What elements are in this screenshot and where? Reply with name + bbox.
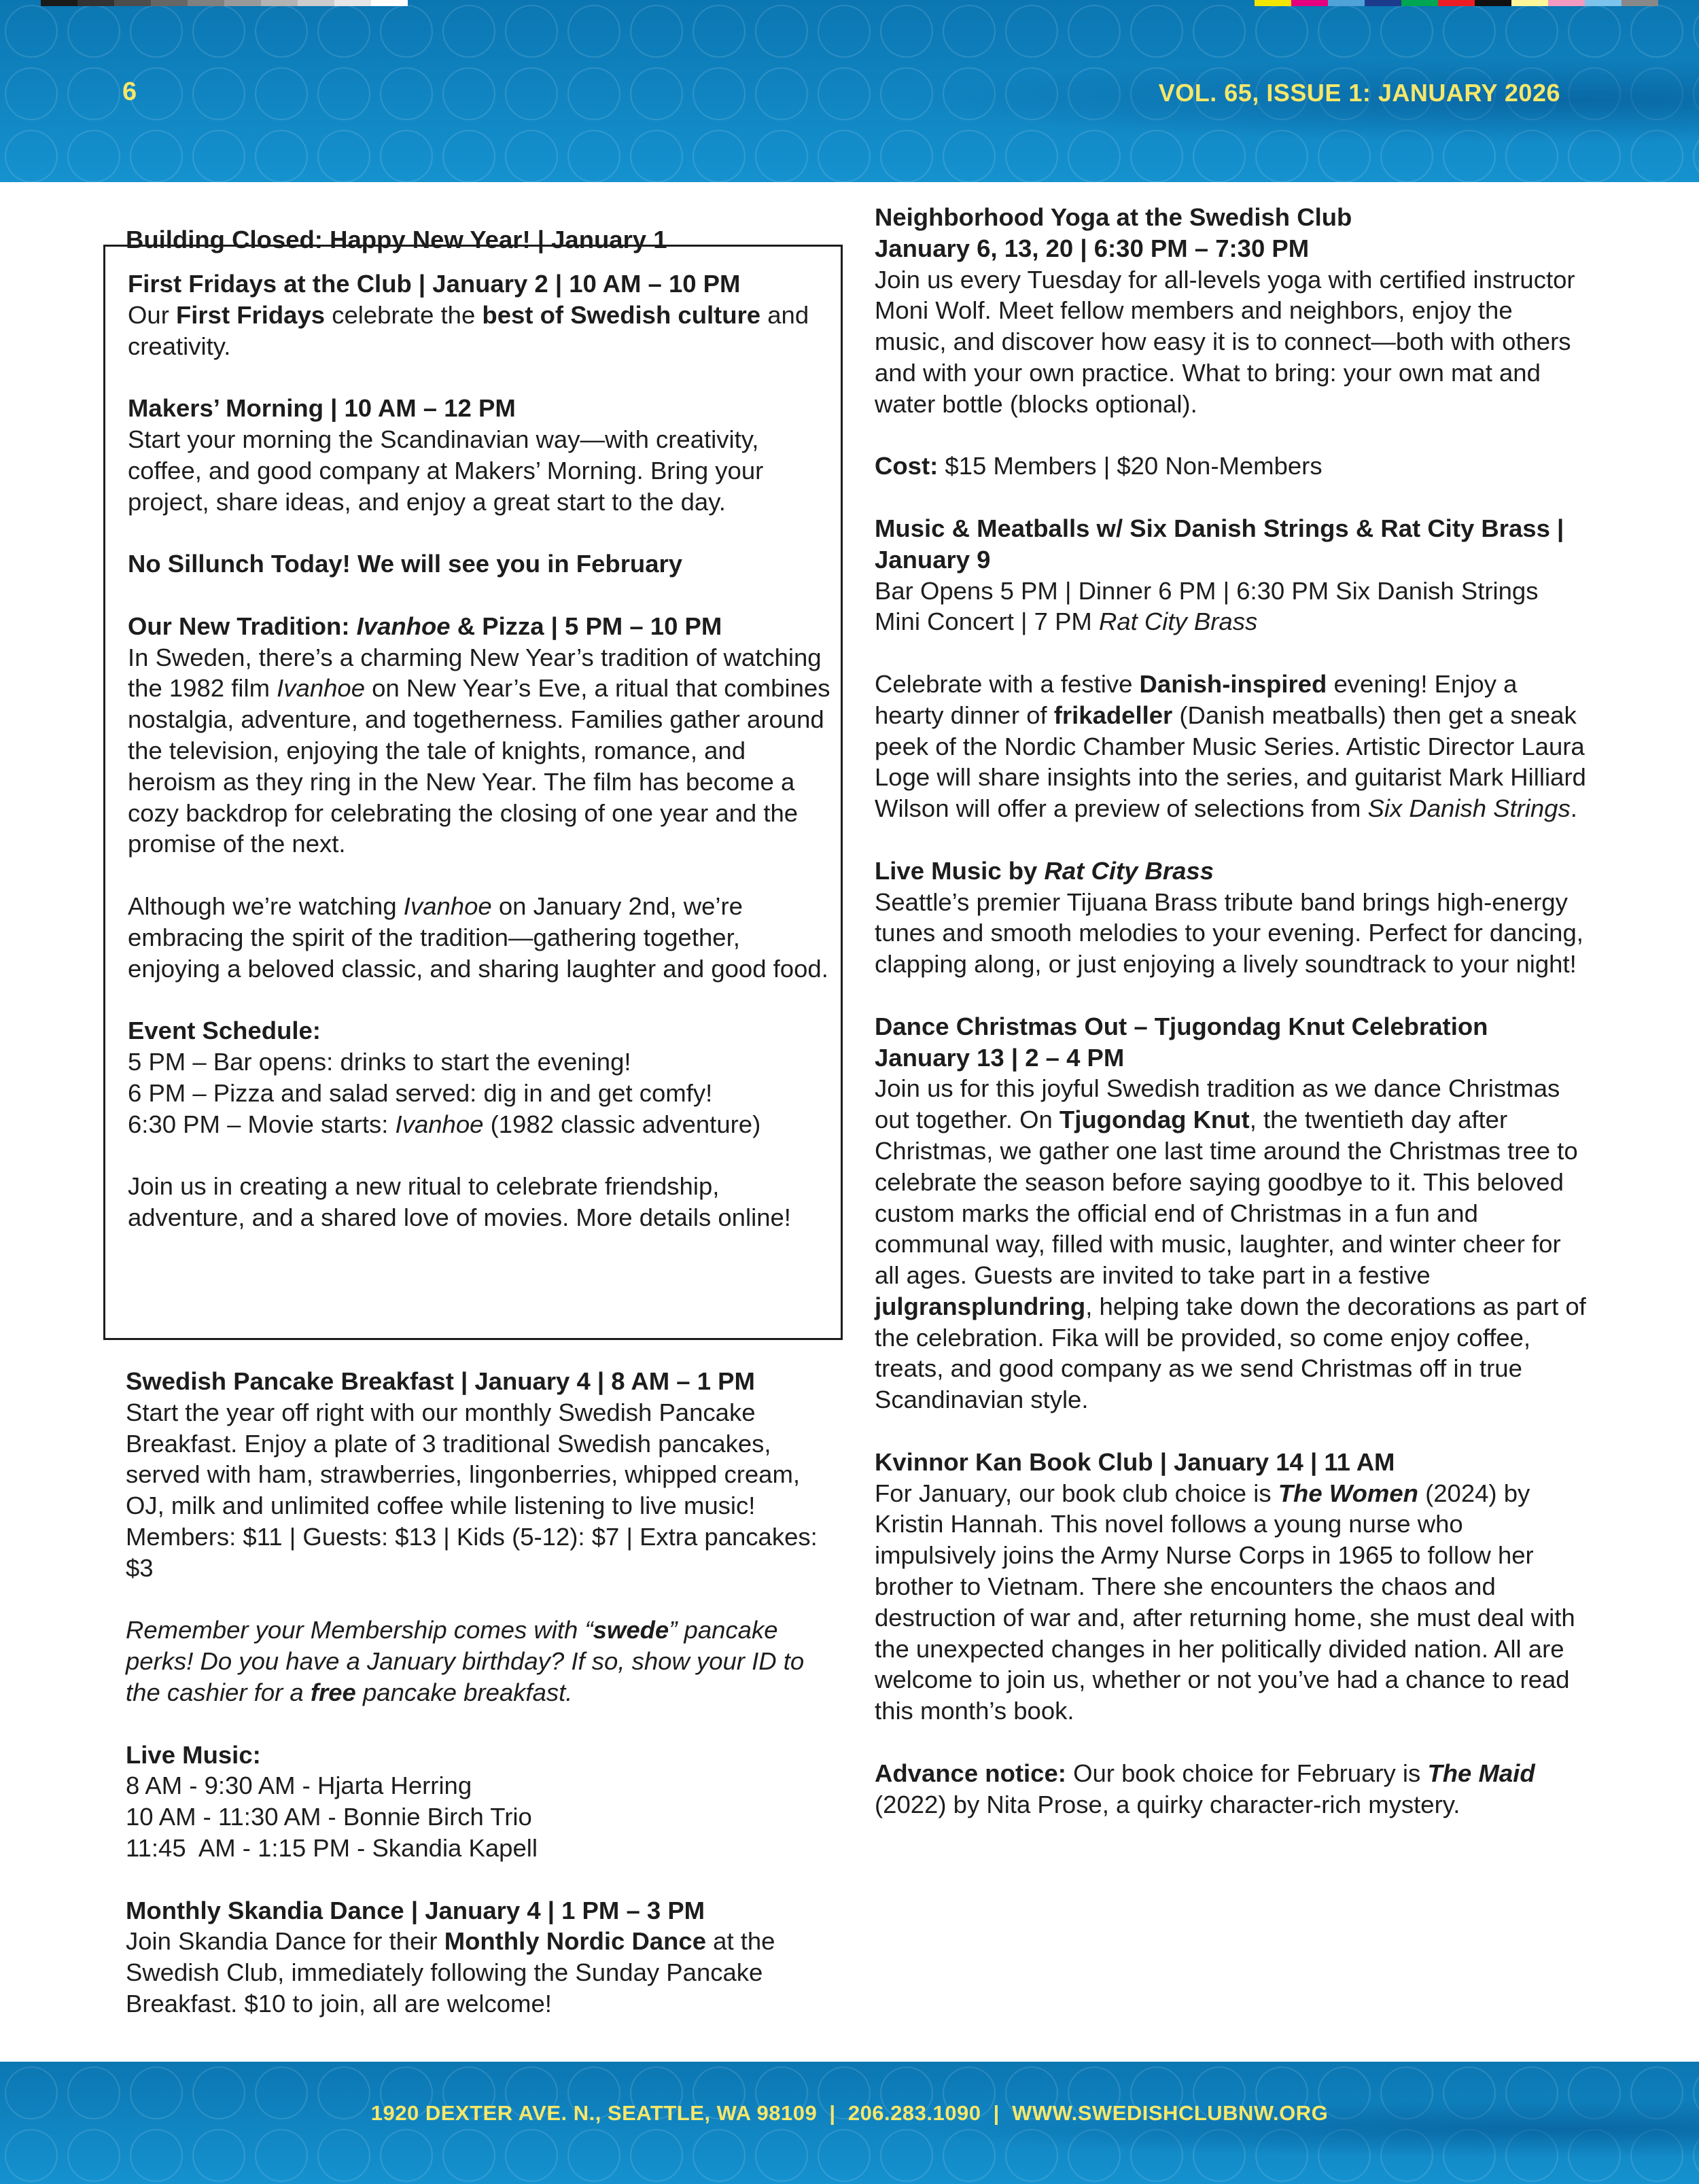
- meatballs-title: Music & Meatballs w/ Six Danish Strings & Rat City Brass | January 9: [875, 514, 1564, 574]
- join-text: Join us in creating a new ritual to celebrate friendship, adventure, and a shared love of movies. More details online!: [128, 1172, 791, 1231]
- schedule-line: 6:30 PM – Movie starts: Ivanhoe (1982 classic adventure): [128, 1110, 761, 1138]
- header-band: [0, 0, 1699, 182]
- makers-body: Start your morning the Scandinavian way—with creativity, coffee, and good company at Makers’ Morning. Bring your project, share ideas, and enjoy a great start to the day.: [128, 425, 764, 516]
- live-music-title: Live Music:: [126, 1740, 261, 1769]
- rat-city-title: Live Music by Rat City Brass: [875, 856, 1214, 885]
- skandia-title: Monthly Skandia Dance | January 4 | 1 PM – 3 PM: [126, 1896, 705, 1924]
- first-fridays-title: First Fridays at the Club | January 2 | 10 AM – 10 PM: [128, 270, 741, 298]
- live-music-line: 11:45 AM - 1:15 PM - Skandia Kapell: [126, 1833, 538, 1862]
- schedule-line: 5 PM – Bar opens: drinks to start the evening!: [128, 1047, 631, 1076]
- right-column: [875, 202, 1588, 1820]
- color-calibration-strip: [41, 0, 408, 6]
- no-sillunch-notice: No Sillunch Today! We will see you in February: [128, 550, 682, 578]
- knut-body: Join us for this joyful Swedish tradition as we dance Christmas out together. On Tjugondag Knut, the twentieth day after Christmas, we gather one last time around the Christmas tree to celebrate the season before saying goodbye to it. This beloved custom marks the official end of Christmas in a fun and communal way, filled with music, laughter, and winter cheer for all ages. Guests are invited to take part in a festive julgransplundring, helping take down the decorations as part of the celebration. Fika will be provided, so come enjoy coffee, treats, and good company as we send Christmas off in true Scandinavian style.: [875, 1074, 1586, 1414]
- schedule-line: 6 PM – Pizza and salad served: dig in and get comfy!: [128, 1078, 713, 1107]
- schedule-title: Event Schedule:: [128, 1017, 321, 1045]
- footer-contact: 1920 DEXTER AVE. N., SEATTLE, WA 98109 | 206.283.1090 | WWW.SWEDISHCLUBNW.ORG: [370, 2101, 1329, 2125]
- yoga-title: Neighborhood Yoga at the Swedish Club: [875, 203, 1352, 231]
- color-calibration-strip-right: [1255, 0, 1658, 6]
- tradition-title: Our New Tradition: Ivanhoe & Pizza | 5 PM – 10 PM: [128, 612, 722, 640]
- book-club-title: Kvinnor Kan Book Club | January 14 | 11 AM: [875, 1447, 1395, 1476]
- knut-date: January 13 | 2 – 4 PM: [875, 1043, 1125, 1072]
- yoga-dates: January 6, 13, 20 | 6:30 PM – 7:30 PM: [875, 234, 1310, 262]
- book-club-body: For January, our book club choice is The Women (2024) by Kristin Hannah. This novel follows a young nurse who impulsively joins the Army Nurse Corps in 1965 to follow her brother to Vietnam. There she encounters the chaos and destruction of war and, after returning home, she must deal with the unexpected changes in her politically divided nation. All are welcome to join us, whether or not you’ve had a chance to read this month’s book.: [875, 1479, 1575, 1725]
- pancake-body: Start the year off right with our monthly Swedish Pancake Breakfast. Enjoy a plate of 3 traditional Swedish pancakes, served with ham, strawberries, lingonberries, whipped cream, OJ, milk and unlimited coffee while listening to live music!: [126, 1398, 801, 1520]
- pancake-prices: Members: $11 | Guests: $13 | Kids (5-12): $7 | Extra pancakes: $3: [126, 1522, 818, 1582]
- meatballs-times: Bar Opens 5 PM | Dinner 6 PM | 6:30 PM Six Danish Strings Mini Concert | 7 PM Rat City Brass: [875, 576, 1539, 636]
- page-number: 6: [122, 77, 137, 106]
- tradition-paragraph-2: Although we’re watching Ivanhoe on January 2nd, we’re embracing the spirit of the tradition—gathering together, enjoying a beloved classic, and sharing laughter and good food.: [128, 892, 828, 983]
- advance-notice: Advance notice: Our book choice for February is The Maid (2022) by Nita Prose, a quirky character-rich mystery.: [875, 1759, 1535, 1818]
- makers-title: Makers’ Morning | 10 AM – 12 PM: [128, 394, 516, 423]
- skandia-body: Join Skandia Dance for their Monthly Nordic Dance at the Swedish Club, immediately following the Sunday Pancake Breakfast. $10 to join, all are welcome!: [126, 1927, 775, 2018]
- tradition-paragraph-1: In Sweden, there’s a charming New Year’s tradition of watching the 1982 film Ivanhoe on New Year’s Eve, a ritual that combines nostalgia, adventure, and togetherness. Families gather around the television, enjoying the tale of knights, romance, and heroism as they ring in the New Year. The film has become a cozy backdrop for celebrating the closing of one year and the promise of the next.: [128, 643, 830, 858]
- pancake-title: Swedish Pancake Breakfast | January 4 | 8 AM – 1 PM: [126, 1367, 755, 1395]
- first-fridays-body: Our First Fridays celebrate the best of Swedish culture and creativity.: [128, 300, 809, 360]
- building-closed-notice: Building Closed: Happy New Year! | January 1: [126, 225, 667, 253]
- live-music-line: 10 AM - 11:30 AM - Bonnie Birch Trio: [126, 1803, 532, 1831]
- issue-label: VOL. 65, ISSUE 1: JANUARY 2026: [1158, 79, 1560, 107]
- first-fridays-box: [103, 245, 843, 1340]
- yoga-cost: Cost: $15 Members | $20 Non-Members: [875, 452, 1323, 480]
- yoga-body: Join us every Tuesday for all-levels yoga with certified instructor Moni Wolf. Meet fellow members and neighbors, enjoy the music, and discover how easy it is to connect—both with others and with your own practice. What to bring: your own mat and water bottle (blocks optional).: [875, 265, 1575, 418]
- pancake-perk-note: Remember your Membership comes with “swede” pancake perks! Do you have a January birthday? If so, show your ID to the cashier for a free pancake breakfast.: [126, 1616, 805, 1706]
- left-lower-section: [126, 1366, 843, 2020]
- knut-title: Dance Christmas Out – Tjugondag Knut Celebration: [875, 1012, 1488, 1040]
- live-music-line: 8 AM - 9:30 AM - Hjarta Herring: [126, 1772, 472, 1800]
- rat-city-body: Seattle’s premier Tijuana Brass tribute band brings high-energy tunes and smooth melodies to your evening. Perfect for dancing, clapping along, or just enjoying a lively soundtrack to your night!: [875, 887, 1583, 979]
- meatballs-body: Celebrate with a festive Danish-inspired evening! Enjoy a hearty dinner of frikadeller (Danish meatballs) then get a sneak peek of the Nordic Chamber Music Series. Artistic Director Laura Loge will share insights into the series, and guitarist Mark Hilliard Wilson will offer a preview of selections from Six Danish Strings.: [875, 669, 1586, 823]
